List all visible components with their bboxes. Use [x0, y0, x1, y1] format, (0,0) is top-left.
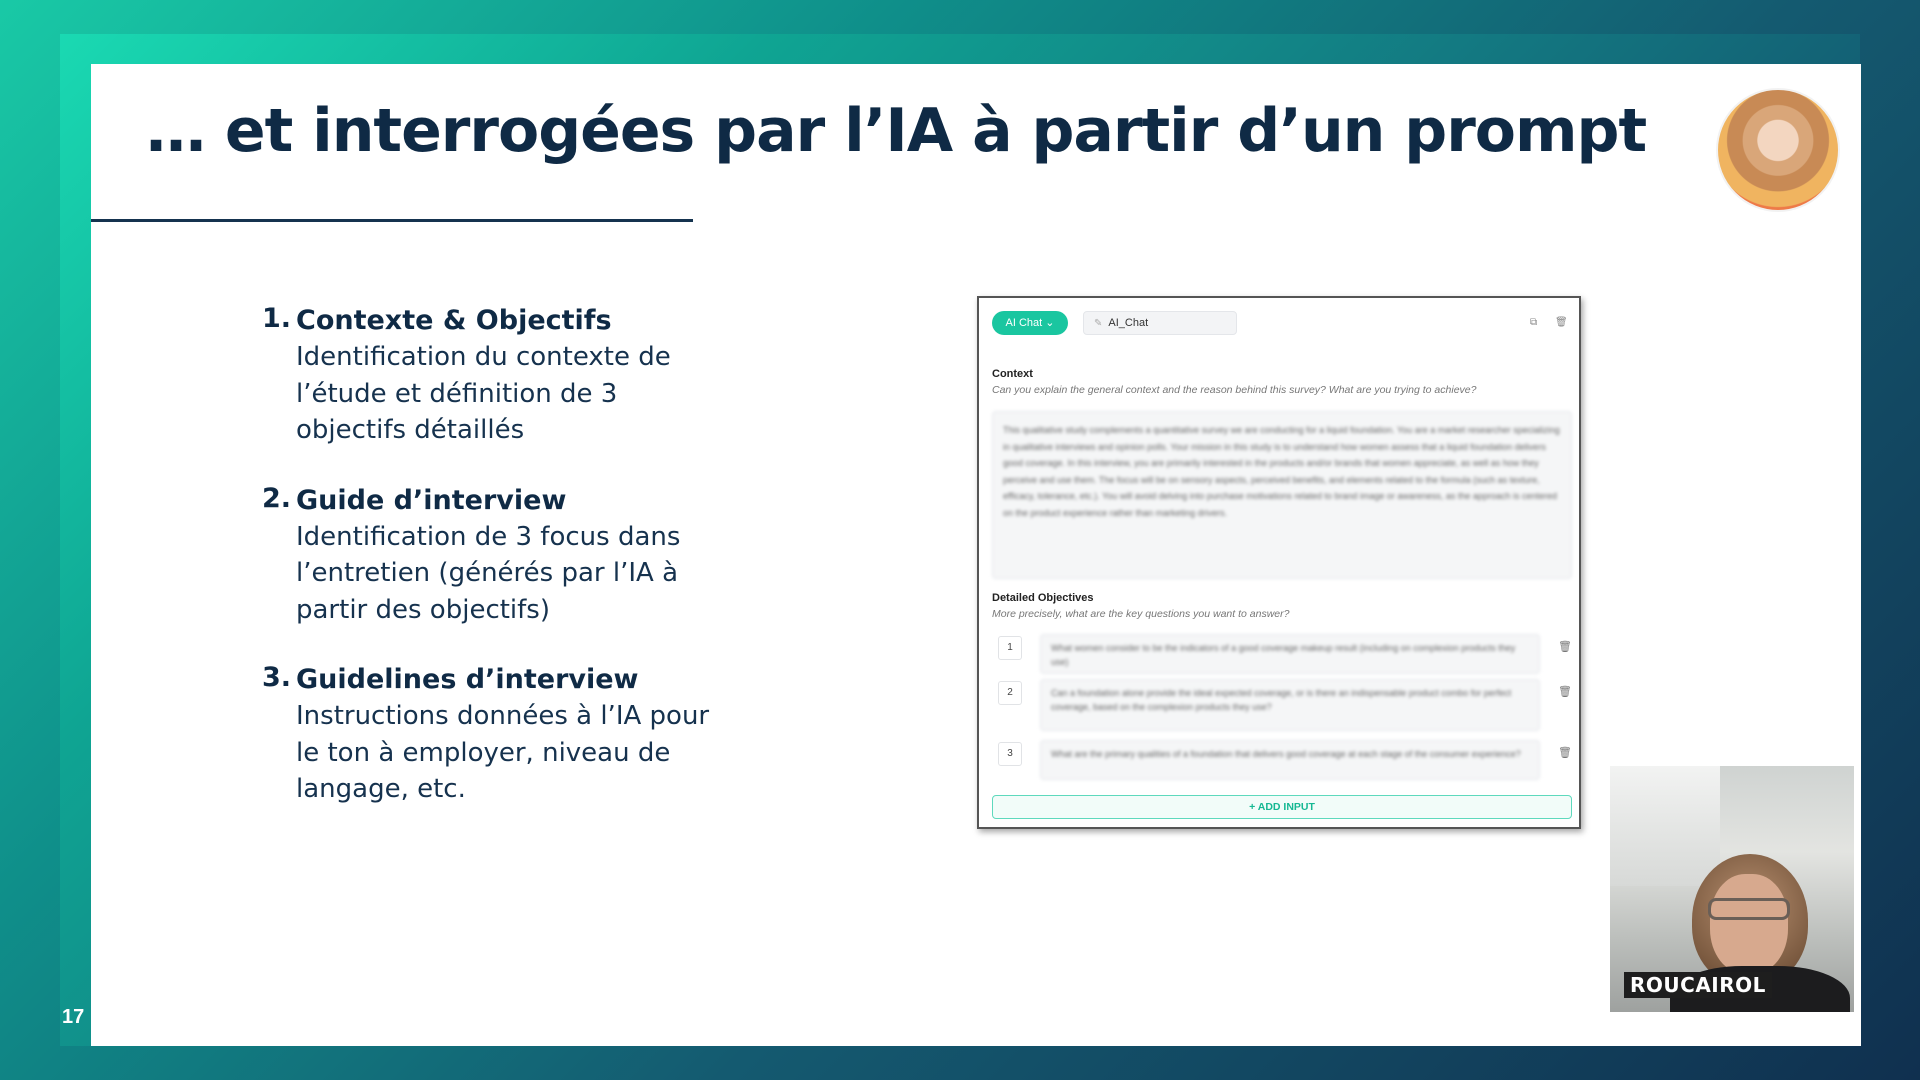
webcam-background	[1610, 766, 1720, 886]
objective-number: 2	[998, 681, 1022, 705]
list-item-text-line: langage, etc.	[296, 774, 466, 804]
block-name-field[interactable]	[1083, 311, 1237, 335]
list-item-number: 1.	[262, 303, 292, 334]
list-item-text-line: le ton à employer, niveau de	[296, 737, 671, 768]
objective-textarea[interactable]: Can a foundation alone provide the ideal expected coverage, or is there an indispensable product combo for perfect coverage, based on the complexion products they use?	[1040, 679, 1540, 731]
trash-icon[interactable]: 🗑	[1555, 317, 1568, 328]
list-item-heading: Guide d’interview	[296, 484, 567, 516]
list-item-context-objectives	[262, 303, 742, 449]
list-item-heading: Contexte & Objectifs	[296, 305, 612, 336]
context-textarea[interactable]: This qualitative study complements a quantitative survey we are conducting for a liquid foundation. You are a market researcher specializing in qualitative interviews and opinion polls. Your mission in this study is to understand how women assess that a liquid foundation delivers good coverage. In this interview, you are primarily interested in the products and/or brands that women appreciate, as well as how they perceive and use them. The focus will be on sensory aspects, perceived benefits, and elements related to the formula (such as texture, efficacy, tolerance, etc.). You will avoid delving into purchase motivations related to brand image or awareness, as the approach is centered on the product experience rather than marketing drivers.	[992, 411, 1572, 579]
list-item-text-line: Identification de 3 focus dans	[296, 521, 681, 552]
presenter-glasses	[1708, 898, 1790, 920]
presenter-face	[1710, 874, 1788, 974]
list-item-text-line: l’étude et définition de 3	[296, 378, 618, 409]
list-item-text-line: Instructions données à l’IA pour	[296, 701, 710, 731]
objective-row	[992, 679, 1572, 719]
block-name-value: AI_Chat	[1108, 317, 1149, 329]
objective-row	[992, 634, 1572, 674]
list-item-interview-guide	[262, 483, 742, 629]
objective-number: 3	[998, 742, 1022, 766]
objective-row	[992, 740, 1572, 780]
presenter-webcam	[1610, 766, 1854, 1012]
presenter-name-tag: ROUCAIROL	[1624, 972, 1772, 998]
list-item-text-line: objectifs détaillés	[296, 415, 525, 445]
slide-title: … et interrogées par l’IA à partir d’un prompt	[146, 96, 1647, 166]
presenter-avatar	[1716, 88, 1840, 212]
list-item-number: 2.	[262, 482, 292, 514]
context-label: Context	[992, 368, 1033, 380]
title-underline	[91, 219, 693, 222]
trash-icon[interactable]: 🗑	[1558, 686, 1572, 698]
list-item-text-line: l’entretien (générés par l’IA à	[296, 558, 679, 588]
duplicate-icon[interactable]: ⧉	[1530, 317, 1538, 328]
objective-number: 1	[998, 636, 1022, 660]
context-hint: Can you explain the general context and the reason behind this survey? What are you trying to achieve?	[992, 384, 1477, 396]
list-item-number: 3.	[262, 662, 292, 693]
list-item-interview-guidelines	[262, 662, 742, 808]
objective-textarea[interactable]: What women consider to be the indicators of a good coverage makeup result (including on complexion products they use)	[1040, 634, 1540, 674]
trash-icon[interactable]: 🗑	[1558, 747, 1572, 759]
slide-number: 17	[62, 1006, 85, 1028]
list-item-heading: Guidelines d’interview	[296, 664, 639, 695]
add-input-button[interactable]: + ADD INPUT	[992, 795, 1572, 819]
objective-textarea[interactable]: What are the primary qualities of a foundation that delivers good coverage at each stage of the consumer experience?	[1040, 740, 1540, 780]
ai-chat-config-panel	[977, 296, 1581, 829]
list-item-text-line: partir des objectifs)	[296, 594, 550, 625]
list-item-text-line: Identification du contexte de	[296, 342, 671, 372]
ai-chat-type-dropdown[interactable]: AI Chat ⌄	[992, 311, 1068, 335]
pencil-icon: ✎	[1094, 318, 1103, 329]
numbered-list	[262, 303, 742, 842]
objectives-hint: More precisely, what are the key questions you want to answer?	[992, 608, 1290, 620]
objectives-label: Detailed Objectives	[992, 592, 1094, 604]
trash-icon[interactable]: 🗑	[1558, 641, 1572, 653]
